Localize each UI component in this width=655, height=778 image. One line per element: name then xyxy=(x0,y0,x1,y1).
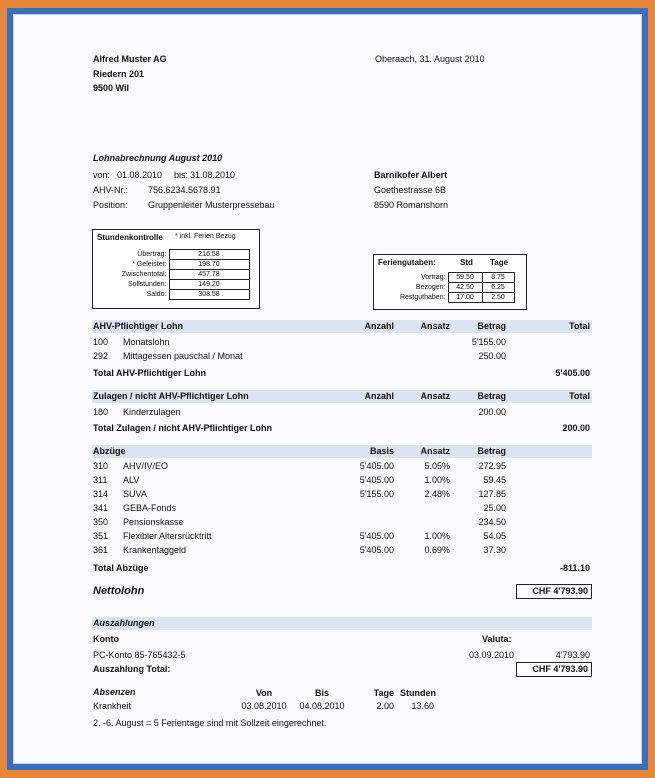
row-betrag: 37.30 xyxy=(483,545,506,555)
stunden-label: Sollstunden: xyxy=(127,281,167,288)
col-ansatz: Ansatz xyxy=(420,446,450,456)
row-text: SUVA xyxy=(123,489,147,499)
absenzen-header: Absenzen xyxy=(93,687,136,697)
ferien-label: Restguthaben: xyxy=(399,294,446,301)
row-basis: 5'405.00 xyxy=(359,475,394,485)
absenz-tage: 2.00 xyxy=(376,701,394,711)
row-text: Krankentaggeld xyxy=(123,545,187,555)
row-text: Mittagessen pauschal / Monat xyxy=(123,351,243,361)
row-betrag: 25.00 xyxy=(483,503,506,513)
auszahlung-total-value: CHF 4'793.90 xyxy=(516,662,592,677)
period-from: 01.08.2010 xyxy=(117,170,163,180)
row-ansatz: 5.05% xyxy=(424,461,450,471)
row-code: 314 xyxy=(93,489,109,499)
ahv-number: 756.6234.5678.91 xyxy=(148,185,221,195)
row-text: Pensionskasse xyxy=(123,517,184,527)
row-basis: 5'155.00 xyxy=(359,489,394,499)
row-code: 341 xyxy=(93,503,109,513)
table-row xyxy=(97,260,249,270)
col-von: Von xyxy=(255,688,273,698)
stunden-note: * inkl. Ferien Bezug xyxy=(175,233,236,240)
place-date: Oberaach, 31. August 2010 xyxy=(375,54,485,64)
ferien-label: Vortrag: xyxy=(420,274,446,281)
row-betrag: 250.00 xyxy=(478,351,506,361)
col-bis: Bis xyxy=(314,688,329,698)
sender-name: Alfred Muster AG xyxy=(93,54,167,64)
stunden-value: 308.58 xyxy=(169,290,249,300)
stunden-label: Übertrag: xyxy=(137,251,167,258)
table-row xyxy=(97,280,249,290)
position-label: Position: xyxy=(93,200,128,210)
row-betrag: 200.00 xyxy=(478,407,506,417)
table-row xyxy=(97,290,249,300)
stunden-label: * Geleistet: xyxy=(132,261,167,268)
ferien-tage: 6.25 xyxy=(482,283,514,293)
col-ansatz: Ansatz xyxy=(420,391,450,401)
row-ansatz: 2.48% xyxy=(424,489,450,499)
ferien-table xyxy=(378,272,515,303)
row-betrag: 234.50 xyxy=(478,517,506,527)
col-stunden: Stunden xyxy=(400,688,436,698)
total-value: 5'405.00 xyxy=(555,368,590,378)
row-basis: 5'405.00 xyxy=(359,531,394,541)
position-value: Gruppenleiter Musterpressebau xyxy=(148,200,275,210)
auszahlung-total-label: Auszahlung Total: xyxy=(93,664,171,674)
stunden-value: 216.58 xyxy=(169,250,249,260)
payslip-page xyxy=(13,14,642,764)
row-text: GEBA-Fonds xyxy=(123,503,177,513)
col-betrag: Betrag xyxy=(477,321,506,331)
konto-value: PC-Konto 85-765432-5 xyxy=(93,650,186,660)
stunden-value: 149.20 xyxy=(169,280,249,290)
ferien-std: 59.50 xyxy=(448,273,482,283)
employee-street: Goethestrasse 6B xyxy=(374,185,447,195)
row-betrag: 54.05 xyxy=(483,531,506,541)
stunden-label: Zwischentotal: xyxy=(121,271,167,278)
row-text: Kinderzulagen xyxy=(123,407,181,417)
row-betrag: 272.95 xyxy=(478,461,506,471)
konto-label: Konto xyxy=(93,634,119,644)
row-text: ALV xyxy=(123,475,140,485)
col-total: Total xyxy=(569,321,590,331)
row-text: AHV/IV/EO xyxy=(123,461,169,471)
stunden-value: 457.78 xyxy=(169,270,249,280)
employee-city: 8590 Romanshorn xyxy=(374,200,449,210)
total-label: Total Abzüge xyxy=(93,563,149,573)
absenzen-note: 2. -6. August = 5 Ferientage sind mit Sollzeit eingerechnet. xyxy=(93,718,327,728)
ferien-title: Feriengutaben: xyxy=(378,258,436,267)
row-basis: 5'405.00 xyxy=(359,461,394,471)
stundenkontrolle-box xyxy=(92,229,260,309)
ahv-lohn-header: AHV-Pflichtiger Lohn xyxy=(93,321,183,331)
ferien-tage: 2.50 xyxy=(482,293,514,303)
table-row xyxy=(378,273,514,283)
section-band xyxy=(92,617,592,630)
absenz-von: 03.08.2010 xyxy=(241,701,287,711)
col-tage: Tage xyxy=(373,688,394,698)
row-betrag: 5'155.00 xyxy=(471,337,506,347)
col-betrag: Betrag xyxy=(477,446,506,456)
row-ansatz: 1.00% xyxy=(424,531,450,541)
sender-street: Riedern 201 xyxy=(93,69,145,79)
ferien-box xyxy=(373,254,527,310)
row-text: Flexibler Altersrücktritt xyxy=(123,531,212,541)
sender-city: 9500 Wil xyxy=(93,83,129,93)
section-band xyxy=(92,445,592,458)
table-row xyxy=(97,250,249,260)
document-title: Lohnabrechnung August 2010 xyxy=(93,153,223,163)
valuta-value: 03.09.2010 xyxy=(468,650,514,660)
stunden-title: Stundenkontrolle xyxy=(97,233,163,242)
row-code: 292 xyxy=(93,351,109,361)
row-code: 100 xyxy=(93,337,109,347)
table-row xyxy=(378,293,514,303)
ferien-tage: 8.75 xyxy=(482,273,514,283)
ferien-std: 17.00 xyxy=(448,293,482,303)
col-total: Total xyxy=(569,391,590,401)
total-label: Total AHV-Pflichtiger Lohn xyxy=(93,368,206,378)
col-basis: Basis xyxy=(369,446,394,456)
ferien-col-tage: Tage xyxy=(490,258,509,267)
absenz-text: Krankheit xyxy=(93,701,132,711)
stunden-label: Saldo: xyxy=(146,291,167,298)
nettolohn-value: CHF 4'793.90 xyxy=(516,584,592,599)
row-ansatz: 1.00% xyxy=(424,475,450,485)
row-betrag: 59.45 xyxy=(483,475,506,485)
valuta-label: Valuta: xyxy=(482,634,512,644)
row-code: 180 xyxy=(93,407,109,417)
period-to: 31.08.2010 xyxy=(190,170,236,180)
row-code: 311 xyxy=(93,475,108,485)
stunden-value: 198.70 xyxy=(169,260,249,270)
row-basis: 5'405.00 xyxy=(359,545,394,555)
row-code: 361 xyxy=(93,545,109,555)
ferien-std: 42.50 xyxy=(448,283,482,293)
ahv-label: AHV-Nr.: xyxy=(93,185,129,195)
period-from-label: von: xyxy=(93,170,111,180)
col-anzahl: Anzahl xyxy=(364,321,394,331)
total-value: 200.00 xyxy=(562,423,590,433)
employee-name: Barnikofer Albert xyxy=(374,170,448,180)
zulagen-header: Zulagen / nicht AHV-Pflichtiger Lohn xyxy=(93,391,249,401)
period-to-label: bis: xyxy=(174,170,189,180)
nettolohn-label: Nettolohn xyxy=(93,585,145,597)
row-ansatz: 0.69% xyxy=(424,545,450,555)
row-text: Monatslohn xyxy=(123,337,170,347)
col-anzahl: Anzahl xyxy=(364,391,394,401)
col-betrag: Betrag xyxy=(477,391,506,401)
ferien-col-std: Std xyxy=(460,258,473,267)
stunden-table xyxy=(97,249,250,300)
absenz-stunden: 13.60 xyxy=(411,701,434,711)
row-code: 350 xyxy=(93,517,109,527)
row-code: 310 xyxy=(93,461,109,471)
row-betrag: 127.85 xyxy=(478,489,506,499)
abzuege-header: Abzüge xyxy=(93,446,126,456)
row-code: 351 xyxy=(93,531,109,541)
auszahlung-betrag: 4'793.90 xyxy=(555,650,590,660)
table-row xyxy=(97,270,249,280)
absenz-bis: 04.08.2010 xyxy=(299,701,345,711)
auszahlungen-header: Auszahlungen xyxy=(93,618,155,628)
ferien-label: Bezogen: xyxy=(415,284,446,291)
total-label: Total Zulagen / nicht AHV-Pflichtiger Lohn xyxy=(93,423,272,433)
total-value: -811.10 xyxy=(559,563,590,573)
col-ansatz: Ansatz xyxy=(420,321,450,331)
table-row xyxy=(378,283,514,293)
